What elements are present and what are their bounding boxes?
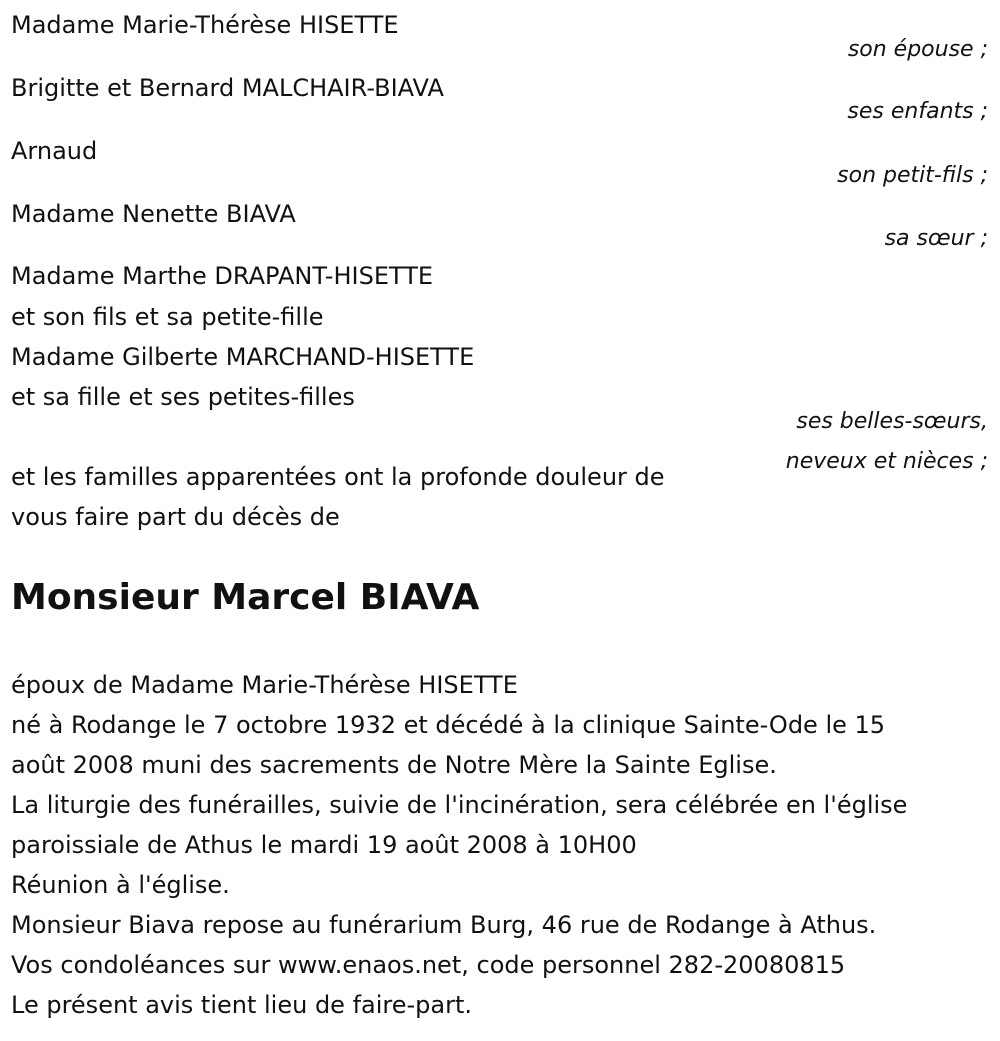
detail-line-6: Réunion à l'église. bbox=[11, 871, 230, 899]
family-name-4: Madame Nenette BIAVA bbox=[11, 200, 296, 228]
family-role-4: sa sœur ; bbox=[884, 226, 988, 251]
detail-line-7: Monsieur Biava repose au funérarium Burg, 46 rue de Rodange à Athus. bbox=[11, 911, 877, 939]
family-role-1: son épouse ; bbox=[847, 37, 988, 62]
announcement-line-1: et les familles apparentées ont la profonde douleur de bbox=[11, 463, 665, 491]
detail-line-8: Vos condoléances sur www.enaos.net, code personnel 282-20080815 bbox=[11, 951, 846, 979]
family-name-5d: et sa fille et ses petites-filles bbox=[11, 383, 355, 411]
detail-line-5: paroissiale de Athus le mardi 19 août 2008 à 10H00 bbox=[11, 831, 637, 859]
detail-line-4: La liturgie des funérailles, suivie de l'incinération, sera célébrée en l'église bbox=[11, 791, 908, 819]
detail-line-3: août 2008 muni des sacrements de Notre Mère la Sainte Eglise. bbox=[11, 751, 777, 779]
announcement-line-2: vous faire part du décès de bbox=[11, 503, 340, 531]
family-role-2: ses enfants ; bbox=[847, 99, 988, 124]
family-role-5b: neveux et nièces ; bbox=[785, 449, 988, 474]
family-name-3: Arnaud bbox=[11, 137, 98, 165]
deceased-name: Monsieur Marcel BIAVA bbox=[11, 577, 480, 618]
detail-line-1: époux de Madame Marie-Thérèse HISETTE bbox=[11, 671, 518, 699]
family-role-3: son petit-fils ; bbox=[837, 163, 988, 188]
detail-line-9: Le présent avis tient lieu de faire-part. bbox=[11, 991, 473, 1019]
family-name-2: Brigitte et Bernard MALCHAIR-BIAVA bbox=[11, 74, 444, 102]
family-name-1: Madame Marie-Thérèse HISETTE bbox=[11, 11, 399, 39]
family-name-5a: Madame Marthe DRAPANT-HISETTE bbox=[11, 262, 434, 290]
family-name-5c: Madame Gilberte MARCHAND-HISETTE bbox=[11, 343, 475, 371]
family-name-5b: et son fils et sa petite-fille bbox=[11, 303, 324, 331]
family-role-5a: ses belles-sœurs, bbox=[796, 409, 988, 434]
detail-line-2: né à Rodange le 7 octobre 1932 et décédé à la clinique Sainte-Ode le 15 bbox=[11, 711, 886, 739]
